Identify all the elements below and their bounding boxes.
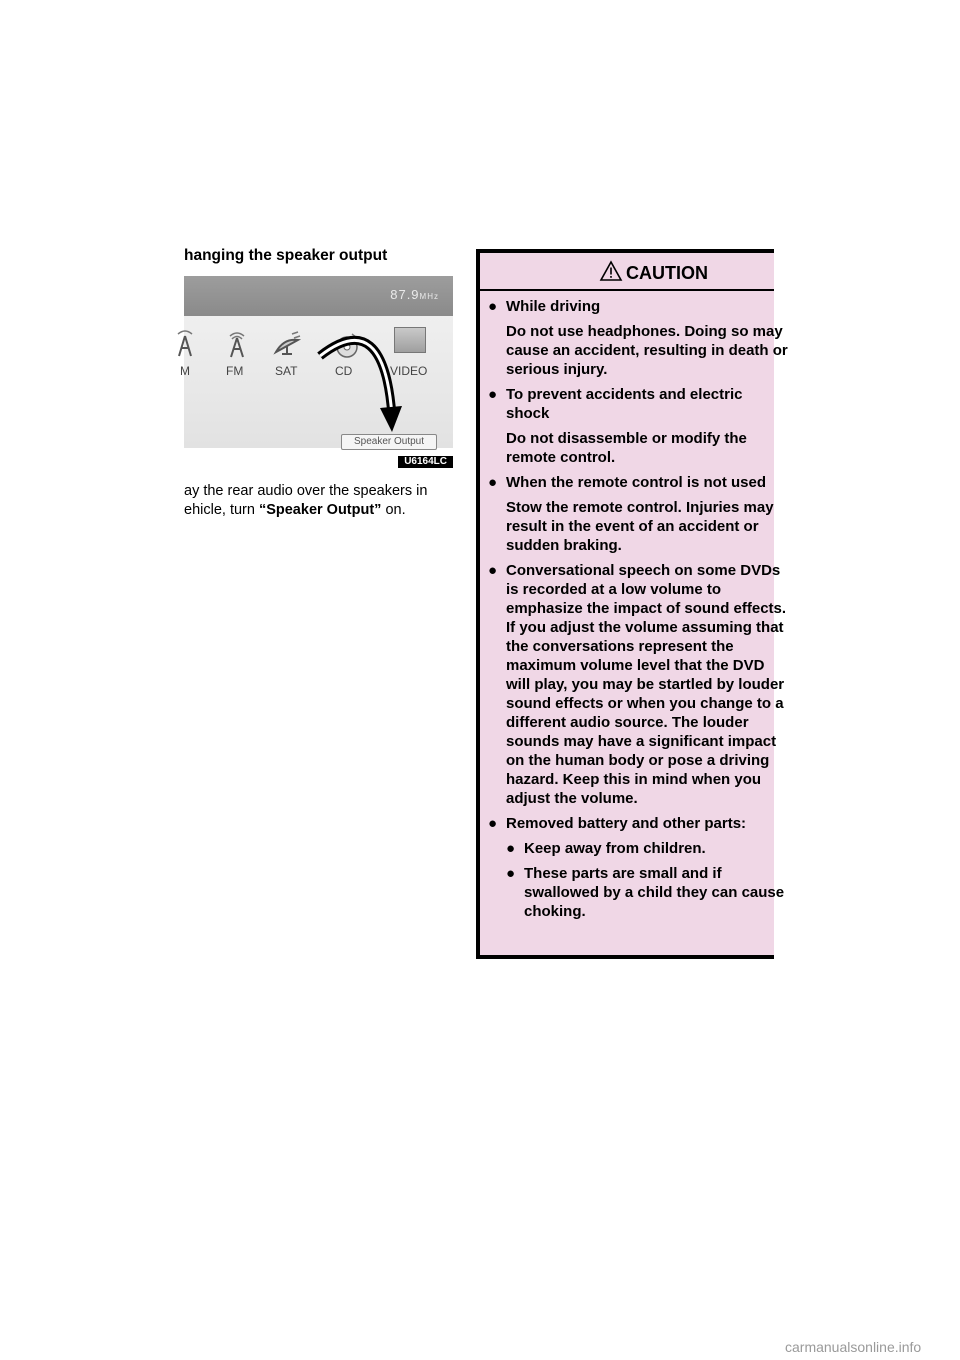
- caution-title: CAUTION: [626, 263, 708, 283]
- watermark: carmanualsonline.info: [785, 1339, 922, 1355]
- body-paragraph: [184, 482, 456, 520]
- screen-header-bar: [184, 276, 453, 316]
- frequency-readout: 87.9MHz: [390, 287, 439, 302]
- caution-item-head: Removed battery and other parts:: [506, 815, 747, 832]
- caution-item-head: To prevent accidents and electric shock: [506, 386, 743, 422]
- bullet: ●: [488, 386, 498, 403]
- bullet: ●: [488, 474, 498, 491]
- source-label-sat: SAT: [275, 364, 298, 378]
- source-label-cd: CD: [335, 364, 353, 378]
- section-heading: hanging the speaker output: [184, 247, 388, 264]
- caution-item: [488, 385, 788, 467]
- source-label-video: VIDEO: [390, 364, 428, 378]
- body-line-2: ehicle, turn “Speaker Output” on.: [184, 502, 406, 518]
- caution-item-head: While driving: [506, 298, 601, 315]
- caution-item: [488, 297, 788, 379]
- source-label-am: M: [180, 364, 190, 378]
- figure-code-label: U6164LC: [398, 456, 453, 468]
- caution-subitem: [506, 864, 788, 921]
- speaker-output-button[interactable]: Speaker Output: [341, 434, 437, 450]
- bullet: ●: [488, 562, 498, 579]
- bullet: ●: [488, 815, 498, 832]
- caution-item-head: Conversational speech on some DVDs is recorded at a low volume to emphasize the impact of sound effects. If you adjust the volume assuming that the conversations represent the maximum volume level that the DVD will play, you may be startled by louder sound effects or when you change to a different audio source. The louder sounds may have a significant impact on the human body or pose a driving hazard. Keep this in mind when you adjust the volume.: [506, 562, 787, 807]
- caution-subitem: [506, 839, 788, 858]
- bullet: ●: [506, 865, 516, 882]
- caution-subitem-text: These parts are small and if swallowed by a child they can cause choking.: [524, 865, 785, 920]
- caution-item-text: Do not use headphones. Doing so may cause an accident, resulting in death or serious injury.: [506, 323, 788, 378]
- screen-body: [180, 316, 453, 448]
- bullet: ●: [506, 840, 516, 857]
- caution-header: [480, 253, 774, 291]
- body-line-1: ay the rear audio over the speakers in: [184, 483, 428, 499]
- caution-item: [488, 561, 788, 808]
- warning-triangle-icon: [600, 261, 622, 281]
- source-label-fm: FM: [226, 364, 244, 378]
- curved-arrow-icon: [184, 316, 453, 448]
- speaker-output-reference: “Speaker Output”: [258, 502, 382, 518]
- caution-item: [488, 473, 788, 555]
- caution-item-text: Stow the remote control. Injuries may result in the event of an accident or sudden braking.: [506, 499, 774, 554]
- figure-screen: [180, 276, 453, 468]
- caution-item: [488, 814, 788, 921]
- caution-item-head: When the remote control is not used: [506, 474, 767, 491]
- bullet: ●: [488, 298, 498, 315]
- caution-subitem-text: Keep away from children.: [524, 840, 706, 857]
- caution-content: [488, 297, 788, 927]
- caution-box: [476, 249, 788, 959]
- caution-item-text: Do not disassemble or modify the remote control.: [506, 430, 747, 466]
